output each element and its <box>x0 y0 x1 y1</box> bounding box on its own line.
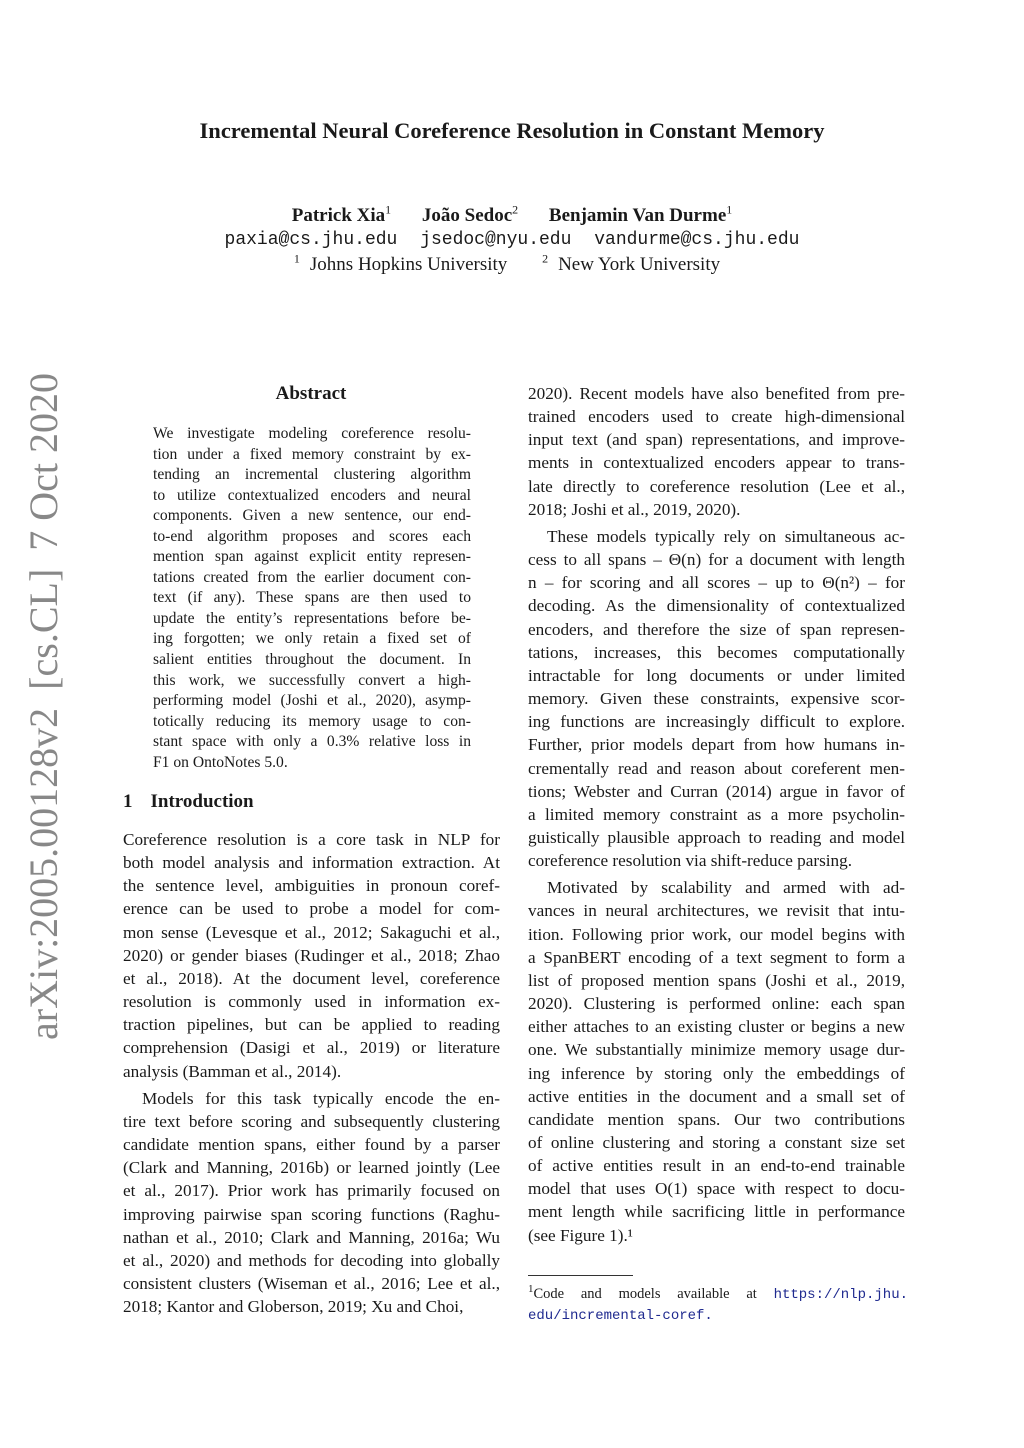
text-line: of online clustering and storing a constant size set <box>528 1133 905 1152</box>
paper-title: Incremental Neural Coreference Resolution in Constant Memory <box>199 118 825 143</box>
text-line: erence can be used to probe a model for com- <box>123 899 500 919</box>
footnote: $^1$Code and models available at https://nlp.jhu. edu/incremental-coref. <box>528 1283 908 1324</box>
intro-column-right <box>528 382 905 1247</box>
author-2: João Sedoc$^2$ <box>421 203 519 227</box>
text-line: nathan et al., 2010; Clark and Manning, 2016a; Wu <box>123 1227 500 1247</box>
affiliation-1: $^1$ Johns Hopkins University <box>293 252 508 276</box>
text-line: memory. Given these constraints, expensive scor- <box>528 689 905 709</box>
footnote-link-cont[interactable]: edu/incremental-coref. <box>528 1307 713 1324</box>
text-line: components. Given a new sentence, our end- <box>153 507 471 525</box>
intro-column-left <box>123 828 500 1318</box>
text-line: traction pipelines, but can be applied to reading <box>123 1015 500 1035</box>
text-line: ment length while sacrificing little in performance <box>528 1202 905 1222</box>
text-line: coreference resolution via shift-reduce parsing. <box>528 851 853 871</box>
text-line: vances in neural architectures, we revisit that intu- <box>528 901 905 921</box>
text-line: consistent clusters (Wiseman et al., 2016; Lee et al., <box>123 1273 500 1293</box>
text-line: cess to all spans – Θ(n) for a document with length <box>528 550 905 570</box>
text-line: tions; Webster and Curran (2014) argue in favor of <box>528 781 905 801</box>
text-line: a SpanBERT encoding of a text segment to form a <box>528 947 905 967</box>
text-line: crementally read and reason about coreferent men- <box>528 758 905 778</box>
text-line: 2018; Joshi et al., 2019, 2020). <box>528 499 741 519</box>
footnote-rule <box>528 1275 633 1276</box>
text-line: ing functions are increasingly difficult to explore. <box>528 712 905 732</box>
text-line: encoders, and therefore the size of span represen- <box>528 619 905 639</box>
text-line: ing forgotten; we only retain a fixed set of <box>153 630 471 648</box>
text-line: performing model (Joshi et al., 2020), asymp- <box>153 692 471 710</box>
abstract-body <box>153 424 471 773</box>
text-line: ments in contextualized encoders appear to trans- <box>528 453 905 473</box>
text-line: to-end algorithm proposes and scores each <box>153 527 471 545</box>
abstract-heading: Abstract <box>275 383 347 404</box>
text-line: n – for scoring and all scores – up to Θ(n²) – for <box>528 573 905 593</box>
text-line: a limited memory constraint as a more psycholin- <box>528 804 905 824</box>
text-line: (see Figure 1).¹ <box>528 1225 633 1245</box>
author-1: Patrick Xia$^1$ <box>291 203 392 227</box>
text-line: analysis (Bamman et al., 2014). <box>123 1061 342 1081</box>
email-2[interactable]: jsedoc@nyu.edu <box>420 230 572 250</box>
text-line: resolution is commonly used in information ex- <box>123 992 500 1012</box>
text-line: et al., 2018). At the document level, coreference <box>123 968 500 988</box>
text-line: this work, we successfully convert a high- <box>153 671 471 689</box>
text-line: either attaches to an existing cluster or begins a new <box>528 1017 905 1037</box>
text-line: input text (and span) representations, and improve- <box>528 430 905 450</box>
email-1[interactable]: paxia@cs.jhu.edu <box>224 230 398 250</box>
text-line: et al., 2017). Prior work has primarily focused on <box>123 1181 500 1201</box>
text-line: candidate mention spans, either found by a parser <box>123 1135 500 1155</box>
text-line: et al., 2020) and methods for decoding into globally <box>123 1250 500 1270</box>
affiliation-2: $^2$ New York University <box>542 252 721 276</box>
text-line: mention span against explicit entity represen- <box>153 548 471 566</box>
text-line: comprehension (Dasigi et al., 2019) or literature <box>123 1038 500 1058</box>
text-line: decoding. As the dimensionality of contextualized <box>528 596 905 616</box>
section-heading-introduction: 1 Introduction <box>123 791 254 812</box>
text-line: 2018; Kantor and Globerson, 2019; Xu and Choi, <box>123 1297 464 1317</box>
text-line: improving pairwise span scoring functions (Raghu- <box>123 1204 500 1224</box>
text-line: 2020) or gender biases (Rudinger et al., 2018; Zhao <box>123 945 500 965</box>
text-line: to utilize contextualized encoders and neural <box>153 486 471 504</box>
text-line: model that uses O(1) space with respect to docu- <box>528 1179 905 1199</box>
text-line: late directly to coreference resolution (Lee et al., <box>528 476 905 496</box>
text-line: stant space with only a 0.3% relative loss in <box>153 733 471 751</box>
text-line: tations, increases, this becomes computationally <box>528 642 905 662</box>
text-line: 2020). Recent models have also benefited from pre- <box>528 384 905 403</box>
email-3[interactable]: vandurme@cs.jhu.edu <box>594 230 800 250</box>
text-line: Models for this task typically encode the en- <box>142 1088 500 1108</box>
text-line: These models typically rely on simultaneous ac- <box>547 526 905 546</box>
text-line: both model analysis and information extraction. At <box>123 853 500 873</box>
text-line: text (if any). These spans are then used to <box>153 589 471 607</box>
text-line: active entities in the document and a small set of <box>528 1086 905 1106</box>
text-line: of active entities result in an end-to-end trainable <box>528 1156 905 1176</box>
arxiv-stamp: arXiv:2005.00128v2 [cs.CL] 7 Oct 2020 <box>21 372 66 1040</box>
text-line: totically reducing its memory usage to con- <box>153 712 471 730</box>
text-line: 2020). Clustering is performed online: each span <box>528 994 905 1014</box>
text-line: tations created from the earlier document con- <box>153 568 471 586</box>
affiliations <box>0 252 1024 276</box>
text-line: tion under a fixed memory constraint by ex- <box>153 445 471 463</box>
text-line: ing inference by storing only the embeddings of <box>528 1063 905 1083</box>
text-line: Coreference resolution is a core task in NLP for <box>123 830 500 849</box>
author-emails <box>0 230 1024 250</box>
text-line: one. We substantially minimize memory usage dur- <box>528 1040 905 1060</box>
author-list <box>0 203 1024 227</box>
text-line: candidate mention spans. Our two contributions <box>528 1109 905 1129</box>
text-line: the sentence level, ambiguities in pronoun coref- <box>123 876 500 896</box>
text-line: mon sense (Levesque et al., 2012; Sakaguchi et al., <box>123 922 500 942</box>
text-line: tending an incremental clustering algorithm <box>153 466 471 484</box>
text-line: Motivated by scalability and armed with ad- <box>547 878 905 898</box>
text-line: trained encoders used to create high-dimensional <box>528 407 905 427</box>
text-line: (Clark and Manning, 2016b) or learned jointly (Lee <box>123 1158 500 1178</box>
text-line: ition. Following prior work, our model begins with <box>528 924 905 944</box>
text-line: salient entities throughout the document. In <box>153 651 471 669</box>
text-line: We investigate modeling coreference resolu- <box>153 425 471 442</box>
footnote-link[interactable]: https://nlp.jhu. <box>773 1286 908 1303</box>
author-3: Benjamin Van Durme$^1$ <box>548 203 733 227</box>
text-line: update the entity’s representations before be- <box>153 609 471 627</box>
text-line: tire text before scoring and subsequently clustering <box>123 1111 500 1131</box>
text-line: guistically plausible approach to reading and model <box>528 827 905 847</box>
text-line: list of proposed mention spans (Joshi et al., 2019, <box>528 970 905 990</box>
text-line: intractable for long documents or under limited <box>528 665 905 685</box>
text-line: Further, prior models depart from how humans in- <box>528 735 905 755</box>
text-line: F1 on OntoNotes 5.0. <box>153 753 288 771</box>
